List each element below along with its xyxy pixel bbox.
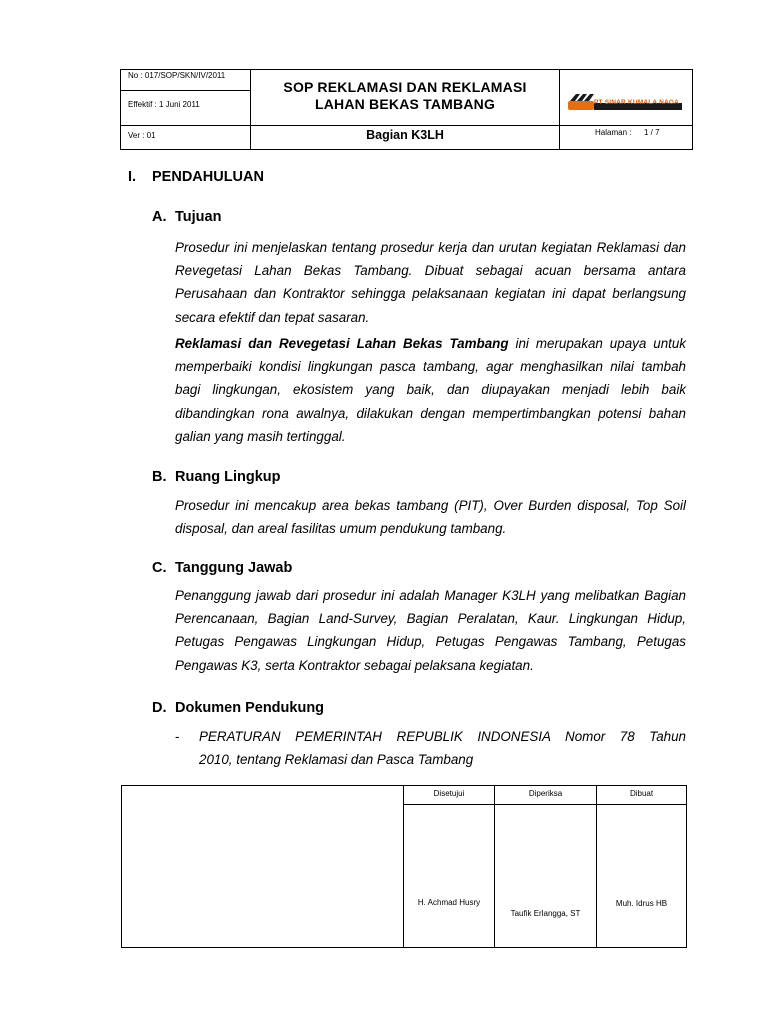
subsection-heading-d (152, 700, 324, 716)
approver-name: H. Achmad Husry (417, 898, 481, 907)
section-title: PENDAHULUAN (152, 169, 264, 185)
section-name: Bagian K3LH (366, 128, 444, 142)
purpose-paragraph-2 (175, 332, 686, 448)
subsection-heading-c (152, 560, 292, 576)
header-divider (121, 90, 250, 91)
supporting-doc-line1: PERATURAN PEMERINTAH REPUBLIK INDONESIA Nomor 78 Tahun (199, 729, 686, 744)
header-divider (121, 125, 692, 126)
checker-name: Taufik Erlangga, ST (510, 909, 581, 918)
signature-table (121, 785, 687, 948)
page-label: Halaman : (595, 128, 632, 137)
subsection-title: Ruang Lingkup (175, 469, 281, 485)
responsibility-paragraph: Penanggung jawab dari prosedur ini adalah Manager K3LH yang melibatkan Bagian Perencanaan, Bagian Land-Survey, Bagian Peralatan, Kaur. Lingkungan Hidup, Petugas Pengawas Lingkungan Hidup, Petugas Pengawas Tambang, Petugas Pengawas K3, serta Kontraktor sebagai pelaksana kegiatan. (175, 588, 686, 673)
subsection-number: B. (152, 469, 167, 485)
author-name: Muh. Idrus HB (615, 899, 668, 908)
company-logo-text: PT SINAR KUMALA NAGA (594, 99, 680, 106)
header-divider (559, 70, 560, 149)
doc-title-line2: LAHAN BEKAS TAMBANG (314, 96, 496, 112)
table-divider (403, 804, 686, 805)
section-heading (128, 169, 264, 185)
checked-label: Diperiksa (528, 789, 563, 798)
purpose-paragraph-1: Prosedur ini menjelaskan tentang prosedur kerja dan urutan kegiatan Reklamasi dan Revegetasi Lahan Bekas Tambang. Dibuat sebagai acuan bersama antara Perusahaan dan Kontraktor sehingga pelaksanaan kegiatan ini dapat berlangsung secara efektif dan tepat sasaran. (175, 240, 686, 325)
scope-paragraph: Prosedur ini mencakup area bekas tambang (PIT), Over Burden disposal, Top Soil disposal, dan areal fasilitas umum pendukung tambang. (175, 498, 686, 537)
subsection-title: Dokumen Pendukung (175, 700, 325, 716)
subsection-title: Tujuan (175, 209, 222, 225)
table-divider (403, 786, 404, 947)
approved-label: Disetujui (433, 789, 465, 798)
doc-title-line1: SOP REKLAMASI DAN REKLAMASI (283, 79, 527, 95)
table-divider (494, 786, 495, 947)
list-bullet: - (175, 729, 180, 744)
made-label: Dibuat (629, 789, 654, 798)
subsection-heading-b (152, 469, 281, 485)
table-divider (596, 786, 597, 947)
subsection-title: Tanggung Jawab (175, 560, 293, 576)
subsection-number: D. (152, 700, 167, 716)
subsection-number: A. (152, 209, 167, 225)
subsection-number: C. (152, 560, 167, 576)
paragraph-text: ini merupakan upaya untuk memperbaiki kondisi lingkungan pasca tambang, agar menghasilkan nilai tambah bagi lingkungan, ekosistem yang baik, dan diupayakan menjadi lebih baik dibandingkan rona awalnya, dilakukan dengan mempertimbangkan potensi bahan galian yang masih tertinggal. (175, 336, 687, 444)
effective-date: Effektif : 1 Juni 2011 (128, 100, 200, 109)
section-number: I. (128, 169, 137, 185)
page-number: 1 / 7 (644, 128, 660, 137)
bold-term: Reklamasi dan Revegetasi Lahan Bekas Tambang (175, 336, 509, 351)
subsection-heading-a (152, 209, 221, 225)
version: Ver : 01 (128, 131, 156, 140)
doc-number: No : 017/SOP/SKN/IV/2011 (128, 71, 226, 80)
supporting-doc-line2: 2010, tentang Reklamasi dan Pasca Tambang (199, 752, 474, 767)
